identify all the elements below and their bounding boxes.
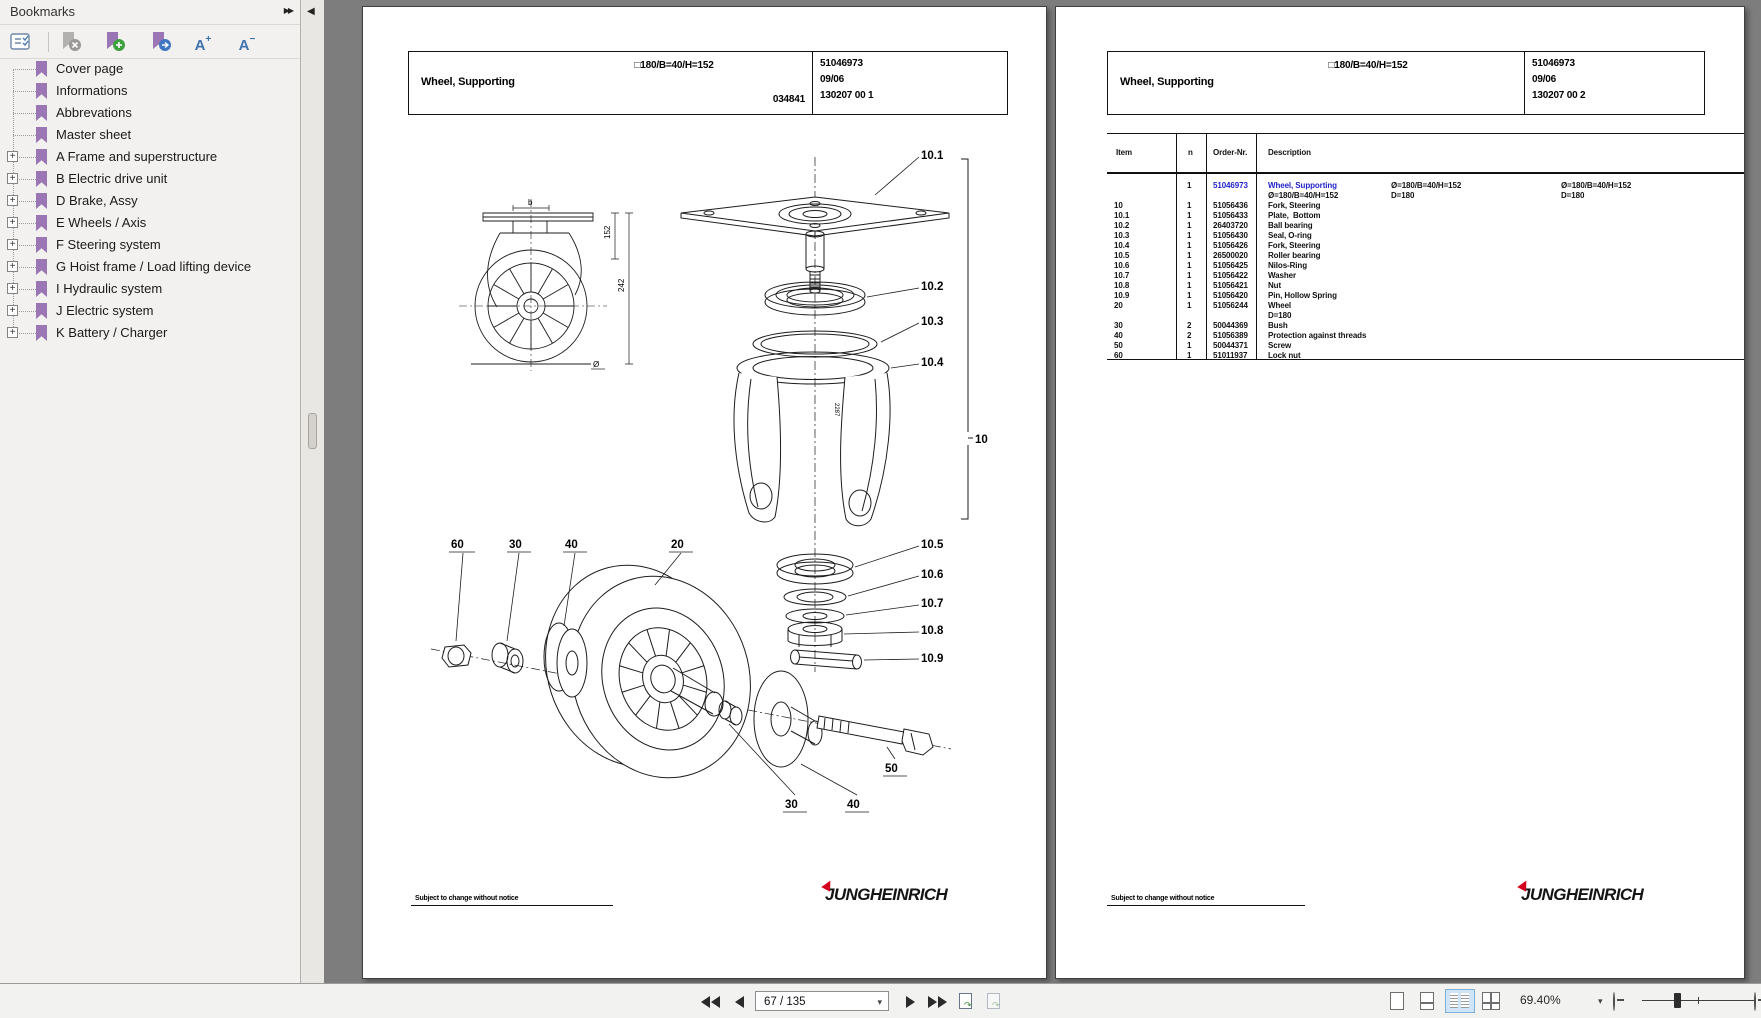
title-block-divider (1524, 52, 1525, 114)
lock-nut (442, 645, 471, 667)
cell-order-number: 50044369 (1213, 321, 1248, 330)
cell-item: 10.6 (1114, 261, 1130, 270)
top-plate (681, 197, 949, 236)
cell-quantity: 2 (1187, 331, 1192, 340)
page-title: Wheel, Supporting (421, 76, 515, 88)
bookmark-label: D Brake, Assy (56, 193, 138, 208)
cell-description: Fork, Steering (1268, 201, 1321, 210)
panel-splitter[interactable] (301, 0, 324, 983)
document-area (324, 0, 1761, 983)
bookmarks-toolbar (0, 25, 300, 59)
pdf-page-left (362, 6, 1047, 979)
jungheinrich-logo (815, 883, 965, 907)
bookmark-icon (36, 171, 47, 187)
callout-label: 30 (509, 539, 522, 551)
cell-quantity: 1 (1187, 281, 1192, 290)
cell-item: 50 (1114, 341, 1123, 350)
last-page-button[interactable] (928, 995, 947, 1013)
cell-item: 10.1 (1114, 211, 1130, 220)
bookmark-icon (36, 259, 47, 275)
cell-description: Nilos-Ring (1268, 261, 1307, 270)
zoom-slider-tick (1698, 997, 1699, 1004)
bookmark-icon (36, 83, 47, 99)
expand-icon[interactable]: + (7, 151, 18, 162)
logo-text: JUNGHEINRICH (825, 885, 948, 904)
sheet-number: 034841 (772, 94, 805, 105)
cell-item: 10.3 (1114, 231, 1130, 240)
footer-rule (1107, 905, 1305, 906)
dimension-label: 242 (617, 278, 626, 292)
bookmarks-tree (0, 58, 300, 983)
bookmark-icon (36, 127, 47, 143)
callout-label: 10.6 (921, 569, 944, 581)
cell-item: 30 (1114, 321, 1123, 330)
page-dropdown-caret-icon[interactable]: ▾ (877, 997, 882, 1007)
cell-item: 40 (1114, 331, 1123, 340)
dimension-label: 2287 (833, 403, 839, 417)
cell-order-number: 51056430 (1213, 231, 1248, 240)
bookmark-item[interactable] (0, 300, 298, 322)
page-title: Wheel, Supporting (1120, 76, 1214, 88)
bookmark-options-icon[interactable] (8, 29, 34, 55)
table-rule (1107, 172, 1744, 174)
cell-order-number: 51056244 (1213, 301, 1248, 310)
cell-quantity: 1 (1187, 201, 1192, 210)
zoom-slider-handle[interactable] (1674, 993, 1681, 1008)
bookmark-item[interactable] (0, 124, 298, 146)
bookmark-icon (36, 281, 47, 297)
expand-icon[interactable]: + (7, 261, 18, 272)
splitter-grip[interactable] (308, 413, 317, 449)
tree-stub (13, 91, 36, 92)
dimension-label: Ø (593, 360, 600, 369)
bookmark-icon (36, 237, 47, 253)
column-header-order: Order-Nr. (1213, 148, 1248, 157)
cell-item: 10.2 (1114, 221, 1130, 230)
expand-icon[interactable]: + (7, 327, 18, 338)
group-bracket (961, 159, 973, 519)
steering-fork (734, 352, 890, 526)
viewer-toolbar: 67 / 135 ▾ ↷ ↷ 69.40% ▾ (0, 983, 1761, 1018)
bookmark-icon (36, 149, 47, 165)
cell-quantity: 1 (1187, 291, 1192, 300)
cell-quantity: 1 (1187, 211, 1192, 220)
cell-order-number: 51056433 (1213, 211, 1248, 220)
font-decrease-icon[interactable]: A− (238, 34, 256, 54)
font-increase-icon[interactable]: A+ (194, 34, 212, 54)
bookmarks-panel-title: Bookmarks (10, 4, 76, 19)
footer-note: Subject to change without notice (415, 895, 519, 902)
cell-quantity: 1 (1187, 351, 1192, 360)
cell-order-number[interactable]: 51046973 (1213, 181, 1248, 190)
zoom-level-label[interactable]: 69.40% (1520, 993, 1561, 1007)
protection-disc-right (754, 671, 822, 767)
column-header-item: Item (1116, 148, 1133, 157)
callout-label: 10.1 (921, 150, 944, 162)
bookmark-item[interactable] (0, 146, 298, 168)
jungheinrich-logo (1511, 883, 1661, 907)
pdf-page-right (1055, 6, 1745, 979)
cell-order-number: 51056425 (1213, 261, 1248, 270)
callout-label: 10.4 (921, 357, 944, 369)
collapse-panel-icon[interactable]: ◀ (307, 6, 315, 17)
cell-spec: D=180 (1561, 191, 1585, 200)
page-number-input[interactable]: 67 / 135 ▾ (755, 991, 889, 1011)
footer-rule (411, 905, 613, 906)
cell-quantity: 1 (1187, 241, 1192, 250)
cell-quantity: 2 (1187, 321, 1192, 330)
cell-order-number: 50044371 (1213, 341, 1248, 350)
expand-icon[interactable]: + (7, 239, 18, 250)
bookmark-label: Informations (56, 83, 128, 98)
cell-description: Washer (1268, 271, 1297, 280)
cell-order-number: 26500020 (1213, 251, 1248, 260)
bookmark-label: E Wheels / Axis (56, 215, 147, 230)
part-number: 51046973 (820, 58, 863, 69)
cell-description: Plate, Bottom (1268, 211, 1321, 220)
bookmarks-panel (0, 0, 301, 983)
protection-disc-left (544, 623, 587, 697)
cell-spec: D=180 (1391, 191, 1415, 200)
part-number: 51046973 (1532, 58, 1575, 69)
column-header-description: Description (1268, 148, 1311, 157)
bush (492, 643, 523, 673)
spec-label: □180/B=40/H=152 (634, 60, 714, 71)
cell-order-number: 51011937 (1213, 351, 1248, 360)
cell-item: 10 (1114, 201, 1123, 210)
bookmark-item[interactable] (0, 234, 298, 256)
callout-label: 10.3 (921, 316, 944, 328)
cell-description: Screw (1268, 341, 1292, 350)
cell-order-number: 51056436 (1213, 201, 1248, 210)
zoom-dropdown-caret-icon[interactable]: ▾ (1598, 996, 1603, 1006)
bookmarks-panel-header (0, 0, 300, 25)
cell-quantity: 1 (1187, 301, 1192, 310)
callout-label: 20 (671, 539, 684, 551)
cell-order-number: 51056389 (1213, 331, 1248, 340)
bookmark-label: Abbrevations (56, 105, 132, 120)
callout-label: 10.7 (921, 598, 944, 610)
bookmark-item[interactable] (0, 58, 298, 80)
callout-label: 10.5 (921, 539, 944, 551)
cell-order-number: 51056422 (1213, 271, 1248, 280)
cell-spec: Ø=180/B=40/H=152 (1391, 181, 1462, 190)
spec-label: □180/B=40/H=152 (1328, 60, 1408, 71)
table-rule (1206, 133, 1207, 359)
callout-label: 10.2 (921, 281, 944, 293)
tree-stub (13, 113, 36, 114)
callout-label: 50 (885, 763, 898, 775)
zoom-in-button[interactable] (1754, 992, 1756, 1011)
cell-description: Ball bearing (1268, 221, 1313, 230)
bookmark-item[interactable] (0, 190, 298, 212)
cell-item: 10.8 (1114, 281, 1130, 290)
bookmark-label: B Electric drive unit (56, 171, 168, 186)
expand-icon[interactable]: + (7, 217, 18, 228)
bookmark-item[interactable] (0, 322, 298, 344)
cell-quantity: 1 (1187, 231, 1192, 240)
callout-label: 10 (975, 434, 988, 446)
callout-label: 30 (785, 799, 798, 811)
cell-quantity: 1 (1187, 251, 1192, 260)
bookmark-label: G Hoist frame / Load lifting device (56, 259, 252, 274)
title-block (1107, 51, 1705, 115)
cell-description-2: Ø=180/B=40/H=152 (1268, 191, 1339, 200)
table-rule (1176, 133, 1177, 359)
cell-item: 10.5 (1114, 251, 1130, 260)
zoom-out-button[interactable] (1613, 992, 1615, 1011)
bookmark-label: J Electric system (56, 303, 154, 318)
expand-options-icon[interactable]: ▶▶ (283, 6, 292, 15)
bookmark-label: A Frame and superstructure (56, 149, 218, 164)
bookmark-item[interactable] (0, 168, 298, 190)
footer-note: Subject to change without notice (1111, 895, 1215, 902)
spring-pin (791, 650, 862, 669)
bookmark-icon (36, 193, 47, 209)
cell-description: Seal, O-ring (1268, 231, 1312, 240)
document-number: 130207 00 2 (1532, 90, 1586, 101)
goto-bookmark-icon[interactable] (148, 29, 174, 55)
cell-description: Nut (1268, 281, 1282, 290)
cell-description: Roller bearing (1268, 251, 1321, 260)
bookmark-item[interactable] (0, 80, 298, 102)
cell-item: 20 (1114, 301, 1123, 310)
callout-label: 60 (451, 539, 464, 551)
cell-item: 10.7 (1114, 271, 1130, 280)
bookmark-label: I Hydraulic system (56, 281, 163, 296)
cell-quantity: 1 (1187, 221, 1192, 230)
cell-description: Bush (1268, 321, 1288, 330)
toolbar-divider (48, 32, 49, 52)
cell-order-number: 51056421 (1213, 281, 1248, 290)
axle-screw (817, 716, 933, 755)
bookmark-item[interactable] (0, 212, 298, 234)
dimension-label: 152 (603, 225, 612, 239)
tree-stub (13, 69, 36, 70)
cell-quantity: 1 (1187, 181, 1192, 190)
table-rule (1107, 359, 1744, 360)
expand-icon[interactable]: + (7, 305, 18, 316)
cell-order-number: 26403720 (1213, 221, 1248, 230)
delete-bookmark-icon[interactable] (58, 29, 84, 55)
cell-quantity: 1 (1187, 341, 1192, 350)
cell-quantity: 1 (1187, 271, 1192, 280)
document-number: 130207 00 1 (820, 90, 874, 101)
callout-label: 10.9 (921, 653, 944, 665)
revision-date: 09/06 (1532, 74, 1557, 85)
bookmark-icon (36, 105, 47, 121)
logo-text: JUNGHEINRICH (1521, 885, 1644, 904)
cell-item: 10.9 (1114, 291, 1130, 300)
table-rule (1256, 133, 1257, 359)
cell-order-number: 51056426 (1213, 241, 1248, 250)
bookmark-label: Master sheet (56, 127, 132, 142)
bookmark-icon (36, 61, 47, 77)
dimension-label: b (528, 198, 533, 207)
bookmark-label: K Battery / Charger (56, 325, 168, 340)
bookmark-icon (36, 325, 47, 341)
callout-label: 40 (565, 539, 578, 551)
bookmark-icon (36, 215, 47, 231)
expand-icon[interactable]: + (7, 173, 18, 184)
table-rule (1107, 133, 1744, 134)
bookmark-label: F Steering system (56, 237, 161, 252)
bookmark-icon (36, 303, 47, 319)
cell-description: Wheel (1268, 301, 1292, 310)
cell-quantity: 1 (1187, 261, 1192, 270)
expand-icon[interactable]: + (7, 195, 18, 206)
cell-description-2: D=180 (1268, 311, 1292, 320)
next-page-button[interactable] (906, 995, 915, 1013)
exploded-view-drawing (363, 7, 1046, 978)
side-view (459, 199, 633, 371)
callout-label: 10.8 (921, 625, 944, 637)
bookmark-label: Cover page (56, 61, 124, 76)
cell-description: Pin, Hollow Spring (1268, 291, 1337, 300)
cell-description: Lock nut (1268, 351, 1301, 360)
cell-item: 60 (1114, 351, 1123, 360)
column-header-n: n (1188, 148, 1193, 157)
revision-date: 09/06 (820, 74, 845, 85)
cell-order-number: 51056420 (1213, 291, 1248, 300)
two-page-view-button[interactable] (1445, 989, 1475, 1013)
bookmark-item[interactable] (0, 278, 298, 300)
cell-description: Protection against threads (1268, 331, 1367, 340)
first-page-button[interactable] (701, 995, 720, 1013)
bookmark-item[interactable] (0, 256, 298, 278)
bookmark-item[interactable] (0, 102, 298, 124)
callout-label: 40 (847, 799, 860, 811)
cell-item: 10.4 (1114, 241, 1130, 250)
previous-page-button[interactable] (735, 995, 744, 1013)
cell-spec: Ø=180/B=40/H=152 (1561, 181, 1632, 190)
cell-description[interactable]: Wheel, Supporting (1268, 181, 1337, 190)
tree-stub (13, 135, 36, 136)
expand-icon[interactable]: + (7, 283, 18, 294)
cell-description: Fork, Steering (1268, 241, 1321, 250)
new-bookmark-icon[interactable] (102, 29, 128, 55)
